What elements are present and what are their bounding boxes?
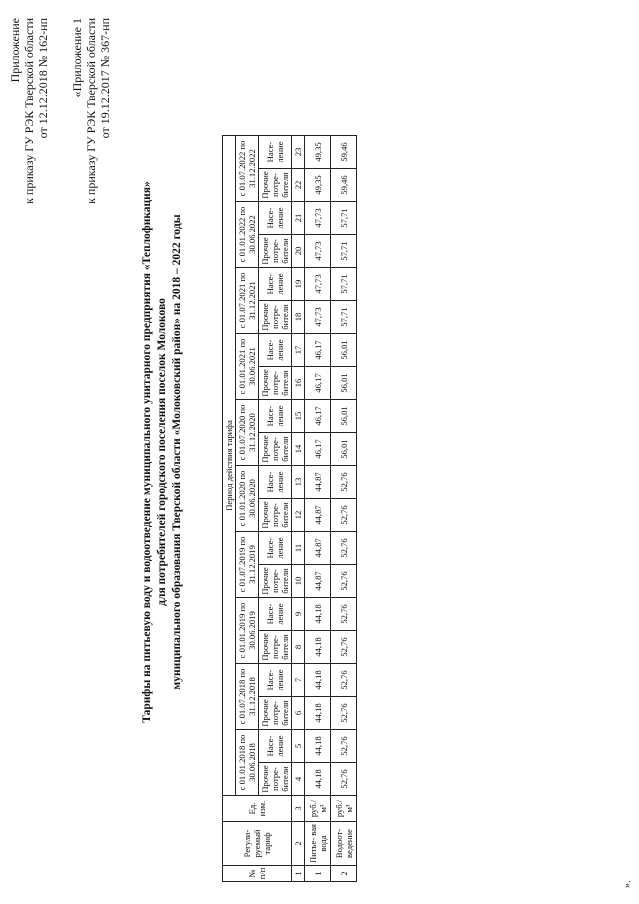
col-number: 8 — [292, 631, 305, 664]
col-number: 18 — [292, 301, 305, 334]
tariff-value: 52,76 — [331, 499, 357, 532]
sub-other: Прочие потре- бители — [259, 499, 292, 532]
col-number: 1 — [292, 866, 305, 882]
tariff-value: 47,73 — [305, 235, 331, 268]
header-unit: Ед. изм. — [223, 796, 292, 822]
col-number: 23 — [292, 136, 305, 169]
tariff-value: 56,01 — [331, 400, 357, 433]
col-number: 17 — [292, 334, 305, 367]
period-8: с 01.07.2021 по 31.12.2021 — [236, 268, 259, 334]
row-name: Водоот- ведение — [331, 822, 357, 866]
tariff-value: 52,76 — [331, 730, 357, 763]
col-number: 14 — [292, 433, 305, 466]
tariff-value: 46,17 — [305, 334, 331, 367]
tariff-value: 44,18 — [305, 664, 331, 697]
col-number: 5 — [292, 730, 305, 763]
table-header-row-3 — [259, 136, 292, 882]
sub-other: Прочие потре- бители — [259, 433, 292, 466]
sub-other: Прочие потре- бители — [259, 565, 292, 598]
tariff-value: 44,18 — [305, 730, 331, 763]
appendix-date: от 12.12.2018 № 162-нп — [36, 18, 50, 139]
tariff-value: 44,87 — [305, 499, 331, 532]
sub-population: Насе- ление — [259, 532, 292, 565]
col-number: 11 — [292, 532, 305, 565]
sub-other: Прочие потре- бители — [259, 235, 292, 268]
tariff-value: 52,76 — [331, 532, 357, 565]
period-10: с 01.07.2022 по 31.12.2022 — [236, 136, 259, 202]
col-number: 6 — [292, 697, 305, 730]
col-number: 7 — [292, 664, 305, 697]
period-6: с 01.07.2020 по 31.12.2020 — [236, 400, 259, 466]
tariff-value: 47,73 — [305, 301, 331, 334]
sub-other: Прочие потре- бители — [259, 631, 292, 664]
period-3: с 01.01.2019 по 30.06.2019 — [236, 598, 259, 664]
tariff-value: 49,35 — [305, 136, 331, 169]
tariff-value: 52,76 — [331, 664, 357, 697]
tariff-value: 52,76 — [331, 466, 357, 499]
row-unit: руб./м³ — [305, 796, 331, 822]
col-number: 4 — [292, 763, 305, 796]
sub-population: Насе- ление — [259, 400, 292, 433]
sub-other: Прочие потре- бители — [259, 367, 292, 400]
tariff-value: 44,87 — [305, 532, 331, 565]
title-line-3: муниципального образования Тверской области «Молоковский район» на 2018 – 2022 годы — [171, 214, 183, 690]
period-9: с 01.01.2022 по 30.06.2022 — [236, 202, 259, 268]
col-number: 3 — [292, 796, 305, 822]
period-1: с 01.01.2018 по 30.06.2018 — [236, 730, 259, 796]
tariff-value: 56,01 — [331, 334, 357, 367]
row-unit: руб./м³ — [331, 796, 357, 822]
appendix-order: к приказу ГУ РЭК Тверской области — [22, 18, 36, 204]
row-num: 1 — [305, 866, 331, 882]
col-number: 21 — [292, 202, 305, 235]
col-number: 13 — [292, 466, 305, 499]
col-number: 22 — [292, 169, 305, 202]
col-number: 9 — [292, 598, 305, 631]
sub-other: Прочие потре- бители — [259, 169, 292, 202]
row-num: 2 — [331, 866, 357, 882]
appendix-header-old — [70, 18, 112, 204]
tariff-value: 52,76 — [331, 631, 357, 664]
tariff-value: 44,18 — [305, 697, 331, 730]
sub-population: Насе- ление — [259, 664, 292, 697]
col-number: 19 — [292, 268, 305, 301]
tariff-value: 56,01 — [331, 367, 357, 400]
period-2: с 01.07.2018 по 31.12.2018 — [236, 664, 259, 730]
period-7: с 01.01.2021 по 30.06.2021 — [236, 334, 259, 400]
col-number: 16 — [292, 367, 305, 400]
table-row-water — [305, 136, 331, 882]
tariff-value: 57,71 — [331, 235, 357, 268]
table-header-row-1 — [223, 136, 236, 882]
appendix-title: Приложение — [8, 18, 22, 83]
tariff-value: 46,17 — [305, 433, 331, 466]
tariff-value: 44,87 — [305, 565, 331, 598]
col-number: 2 — [292, 822, 305, 866]
tariff-value: 57,71 — [331, 301, 357, 334]
appendix-old-order: к приказу ГУ РЭК Тверской области — [84, 18, 98, 204]
closing-quote: ». — [622, 880, 633, 888]
tariff-table — [222, 135, 357, 882]
document-title — [140, 60, 185, 844]
table-row-sewerage — [331, 136, 357, 882]
tariff-value: 44,18 — [305, 598, 331, 631]
appendix-header — [8, 18, 50, 204]
appendix-old-title: «Приложение 1 — [70, 18, 84, 98]
header-num: № п/п — [223, 866, 292, 882]
tariff-value: 47,73 — [305, 268, 331, 301]
tariff-value: 44,18 — [305, 631, 331, 664]
col-number: 12 — [292, 499, 305, 532]
tariff-value: 52,76 — [331, 598, 357, 631]
sub-population: Насе- ление — [259, 466, 292, 499]
sub-other: Прочие потре- бители — [259, 301, 292, 334]
sub-other: Прочие потре- бители — [259, 697, 292, 730]
col-number: 10 — [292, 565, 305, 598]
column-number-row — [292, 136, 305, 882]
header-period: Период действия тарифа — [223, 136, 236, 796]
title-line-1: Тарифы на питьевую воду и водоотведение муниципального унитарного предприятия «Теплофикация» — [141, 181, 153, 723]
sub-population: Насе- ление — [259, 598, 292, 631]
tariff-value: 59,46 — [331, 169, 357, 202]
sub-population: Насе- ление — [259, 268, 292, 301]
tariff-value: 44,87 — [305, 466, 331, 499]
tariff-value: 52,76 — [331, 565, 357, 598]
tariff-value: 46,17 — [305, 367, 331, 400]
sub-population: Насе- ление — [259, 334, 292, 367]
row-name: Питье- вая вода — [305, 822, 331, 866]
sub-population: Насе- ление — [259, 202, 292, 235]
header-tariff: Регули- руемый тариф — [223, 822, 292, 866]
appendix-old-date: от 19.12.2017 № 367-нп — [98, 18, 112, 139]
title-line-2: для потребителей городского поселения поселок Молоково — [156, 298, 168, 606]
tariff-value: 46,17 — [305, 400, 331, 433]
tariff-value: 52,76 — [331, 763, 357, 796]
tariff-value: 56,01 — [331, 433, 357, 466]
tariff-value: 47,73 — [305, 202, 331, 235]
tariff-value: 49,35 — [305, 169, 331, 202]
tariff-value: 52,76 — [331, 697, 357, 730]
period-5: с 01.01.2020 по 30.06.2020 — [236, 466, 259, 532]
col-number: 15 — [292, 400, 305, 433]
sub-population: Насе- ление — [259, 136, 292, 169]
sub-population: Насе- ление — [259, 730, 292, 763]
tariff-value: 44,18 — [305, 763, 331, 796]
col-number: 20 — [292, 235, 305, 268]
tariff-value: 59,46 — [331, 136, 357, 169]
table-header-row-2 — [236, 136, 259, 882]
period-4: с 01.07.2019 по 31.12.2019 — [236, 532, 259, 598]
tariff-value: 57,71 — [331, 202, 357, 235]
sub-other: Прочие потре- бители — [259, 763, 292, 796]
tariff-value: 57,71 — [331, 268, 357, 301]
